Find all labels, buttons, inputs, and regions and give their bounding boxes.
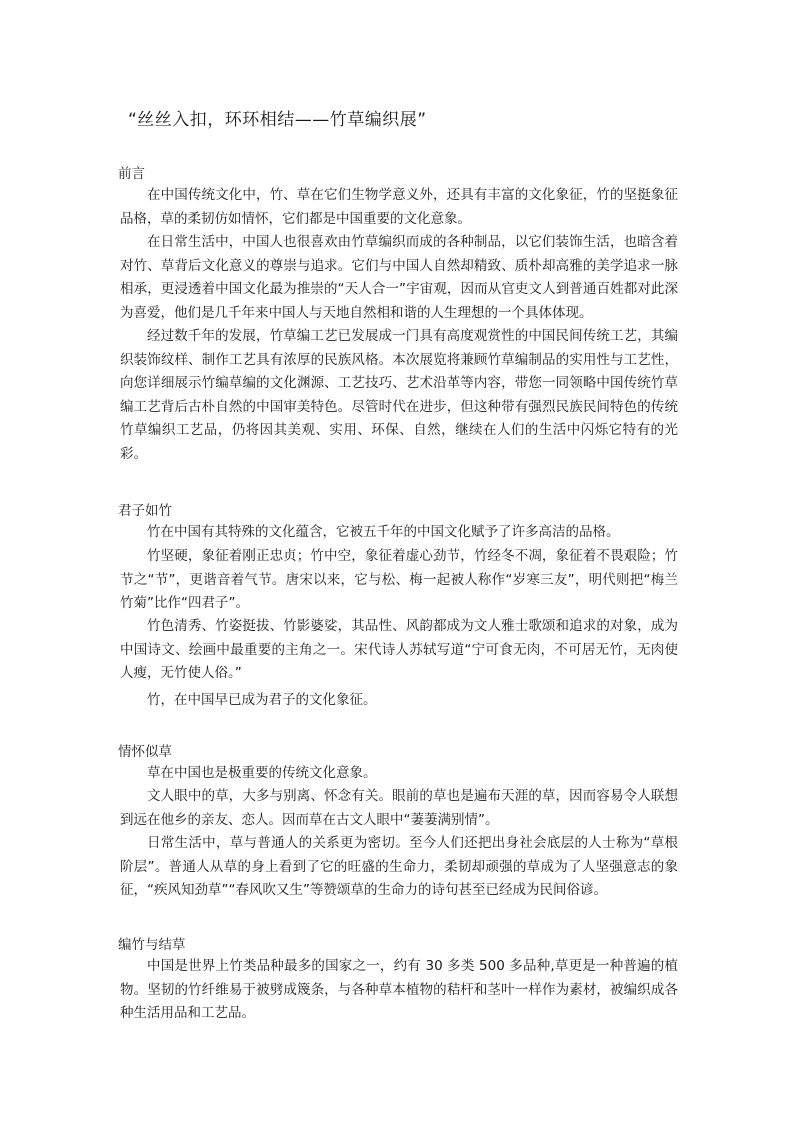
paragraph: 经过数千年的发展，竹草编工艺已发展成一门具有高度观赏性的中国民间传统工艺，其编织装饰纹样、制作工艺具有浓厚的民族风格。本次展览将兼顾竹草编制品的实用性与工艺性，向您详细展示竹编草编的文化渊源、工艺技巧、艺术沿革等内容，带您一同领略中国传统竹草编工艺背后古朴自然的中国审美特色。尽管时代在进步，但这种带有强烈民族民间特色的传统竹草编织工艺品，仍将因其美观、实用、环保、自然，继续在人们的生活中闪烁它特有的光彩。 <box>120 328 678 462</box>
section-heading-weaving: 编竹与结草 <box>118 937 186 953</box>
section-heading-preface: 前言 <box>118 166 145 182</box>
section-heading-grass: 情怀似草 <box>118 744 172 760</box>
exhibition-title: “丝丝入扣，环环相结——竹草编织展” <box>128 110 427 130</box>
paragraph: 竹色清秀、竹姿挺拔、竹影婆娑，其品性、风韵都成为文人雅士歌颂和追求的对象，成为中国诗文、绘画中最重要的主角之一。宋代诗人苏轼写道“宁可食无肉，不可居无竹，无肉使人瘦，无竹使人俗。” <box>120 618 678 682</box>
paragraph: 在日常生活中，中国人也很喜欢由竹草编织而成的各种制品，以它们装饰生活，也暗含着对竹、草背后文化意义的尊崇与追求。它们与中国人自然却精致、质朴却高雅的美学追求一脉相承，更浸透着中国文化最为推崇的“天人合一”宇宙观，因而从官吏文人到普通百姓都对此深为喜爱，他们是几千年来中国人与天地自然相和谐的人生理想的一个具体体现。 <box>120 234 678 321</box>
paragraph: 中国是世界上竹类品种最多的国家之一，约有 30 多类 500 多品种,草更是一种普遍的植物。坚韧的竹纤维易于被劈成篾条，与各种草本植物的秸杆和茎叶一样作为素材，被编织成各种生活用品和工艺品。 <box>120 958 678 1022</box>
paragraph: 在中国传统文化中，竹、草在它们生物学意义外，还具有丰富的文化象征，竹的坚挺象征品格，草的柔韧仿如情怀，它们都是中国重要的文化意象。 <box>120 187 678 227</box>
paragraph: 竹在中国有其特殊的文化蕴含，它被五千年的中国文化赋予了许多高洁的品格。 <box>147 524 620 540</box>
paragraph: 文人眼中的草，大多与别离、怀念有关。眼前的草也是遍布天涯的草，因而容易令人联想到远在他乡的亲友、恋人。因而草在古文人眼中“萋萋满别情”。 <box>120 788 678 828</box>
paragraph: 竹，在中国早已成为君子的文化象征。 <box>147 692 377 708</box>
section-heading-bamboo: 君子如竹 <box>118 503 172 519</box>
paragraph: 竹坚硬，象征着刚正忠贞；竹中空，象征着虚心劲节，竹经冬不凋，象征着不畏艰险；竹节之“节”，更谐音着气节。唐宋以来，它与松、梅一起被人称作“岁寒三友”，明代则把“梅兰竹菊”比作“四君子”。 <box>120 548 678 612</box>
paragraph: 草在中国也是极重要的传统文化意象。 <box>147 765 377 781</box>
paragraph: 日常生活中，草与普通人的关系更为密切。至今人们还把出身社会底层的人士称为“草根阶层”。普通人从草的身上看到了它的旺盛的生命力，柔韧却顽强的草成为了人坚强意志的象征，“疾风知劲草”“春风吹又生”等赞颂草的生命力的诗句甚至已经成为民间俗谚。 <box>120 835 678 899</box>
